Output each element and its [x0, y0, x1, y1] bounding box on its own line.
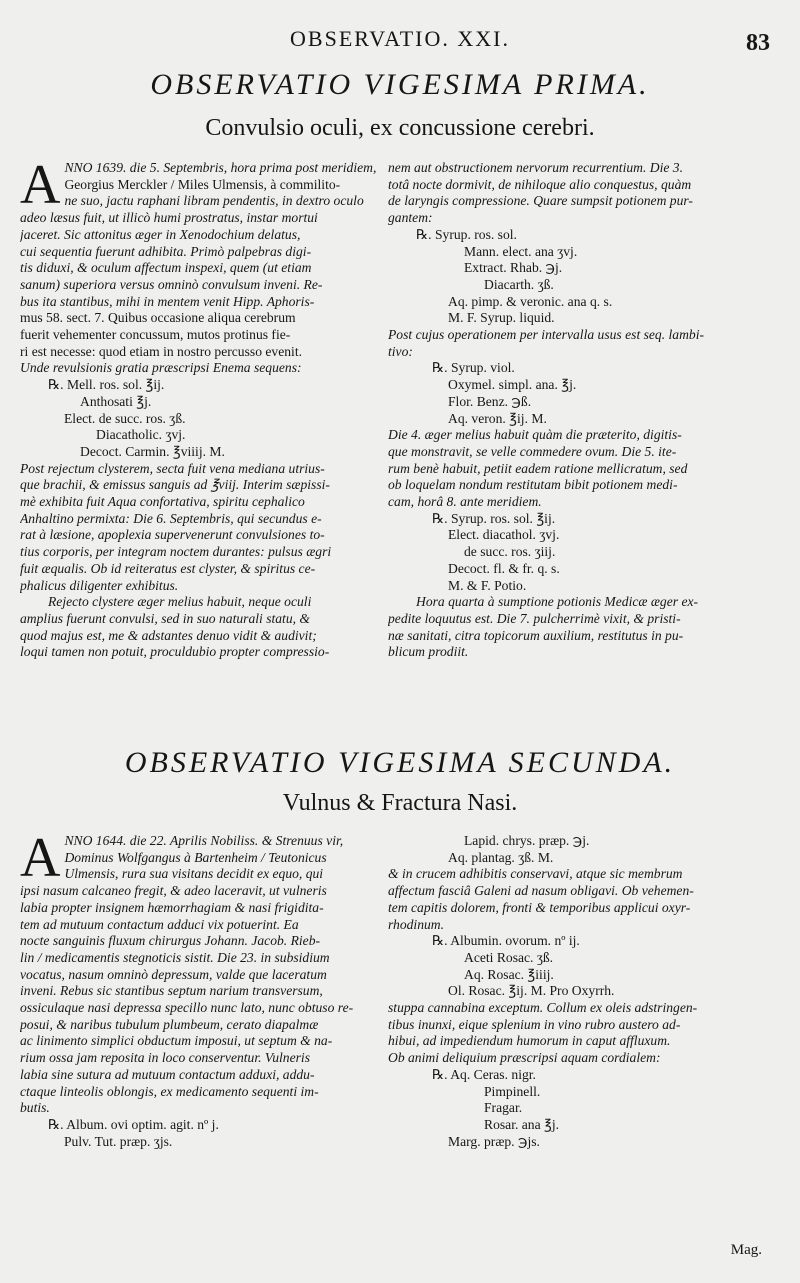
- text-line: rium ossa jam reposita in loco conserventur. Vulneris: [20, 1050, 310, 1066]
- text-line: nocte sanguinis fluxum chirurgus Johann. Jacob. Rieb-: [20, 933, 321, 949]
- text-line: tis diduxi, & oculum affectum inspexi, quem (ut etiam: [20, 260, 312, 276]
- recipe-line: Elect. de succ. ros. ʒß.: [64, 410, 186, 426]
- text-line: rhodinum.: [388, 916, 445, 932]
- text-line: labia propter insignem hæmorrhagiam & nasi frigidita-: [20, 899, 324, 915]
- text-line: Anhaltino permixta: Die 6. Septembris, qui secundus e-: [20, 510, 322, 526]
- text-line: NNO 1644. die 22. Aprilis Nobiliss. & Strenuus vir,: [64, 833, 344, 848]
- recipe-line: Lapid. chrys. præp. ℈j.: [464, 833, 590, 848]
- recipe-line: ℞. Syrup. viol.: [432, 360, 515, 376]
- running-head: OBSERVATIO. XXI.: [290, 26, 510, 51]
- observation-22-title: OBSERVATIO VIGESIMA SECUNDA.: [124, 746, 676, 779]
- text-line: & in crucem adhibitis conservavi, atque sic membrum: [388, 866, 683, 882]
- recipe-line: ℞. Albumin. ovorum. nº ij.: [432, 933, 580, 949]
- recipe-line: ℞. Aq. Ceras. nigr.: [432, 1066, 536, 1082]
- text-line: nem aut obstructionem nervorum recurrentium. Die 3.: [388, 160, 683, 175]
- text-line: pedite loquutus est. Die 7. pulcherrimè vixit, & pristi-: [388, 610, 681, 626]
- text-line: rum benè habuit, petiit eadem ratione mellicratum, sed: [388, 460, 688, 476]
- text-line: ossiculaque nasi depressa specillo nunc lato, nunc obtuso re-: [20, 1000, 354, 1016]
- text-line: ne suo, jactu raphani libram pendentis, in dextro oculo: [64, 193, 364, 209]
- recipe-line: Rosar. ana ℥j.: [484, 1116, 560, 1132]
- text-line: que brachii, & emissus sanguis ad ℥viij. Interim sæpissi-: [20, 477, 330, 493]
- text-line: quod majus est, me & adstantes denuo vidit & audivit;: [20, 627, 317, 643]
- observation-22-right-column: [388, 833, 768, 1150]
- text-line: næ sanitati, citra topicorum auxilium, restitutus in pu-: [388, 627, 684, 643]
- recipe-line: Aceti Rosac. ʒß.: [464, 949, 554, 965]
- text-line: mè exhibita fuit Aqua confortativa, spiritu cephalico: [20, 494, 305, 510]
- text-line: Post rejectum clysterem, secta fuit vena mediana utrius-: [20, 460, 325, 476]
- text-line: butis.: [20, 1100, 50, 1116]
- text-line: Post cujus operationem per intervalla usus est seq. lambi-: [388, 327, 705, 343]
- text-line: stuppa cannabina exceptum. Collum ex oleis adstringen-: [388, 1000, 698, 1016]
- recipe-line: Oxymel. simpl. ana. ℥j.: [448, 377, 577, 393]
- text-line: Dominus Wolfgangus à Bartenheim / Teutonicus: [64, 849, 327, 865]
- text-line: Ulmensis, rura sua visitans decidit ex equo, qui: [64, 866, 324, 882]
- text-line: fuerit vehementer concussum, mutos protinus fie-: [20, 327, 291, 343]
- text-line: adeo læsus fuit, ut illicò humi prostratus, instar mortui: [20, 210, 318, 226]
- text-line: Rejecto clystere æger melius habuit, neque oculi: [48, 594, 312, 610]
- text-line: bus ita stantibus, mihi in mentem venit Hipp. Aphoris-: [20, 293, 315, 309]
- text-line: Die 4. æger melius habuit quàm die præterito, digitis-: [388, 427, 682, 443]
- observation-21-title: OBSERVATIO VIGESIMA PRIMA.: [150, 68, 650, 101]
- text-line: cui sequentia fuerunt adhibita. Primò palpebras digi-: [20, 243, 312, 259]
- recipe-line: Ol. Rosac. ℥ij. M. Pro Oxyrrh.: [448, 983, 615, 999]
- text-line: ipsi nasum calcaneo fregit, & adeo laceravit, ut vulneris: [20, 883, 327, 899]
- text-line: gantem:: [388, 210, 433, 226]
- drop-cap-a: A: [20, 154, 61, 216]
- text-line: amplius fuerunt convulsi, sed in suo naturali statu, &: [20, 610, 311, 626]
- text-line: jaceret. Sic attonitus æger in Xenodochium delatus,: [20, 226, 301, 242]
- recipe-line: Aq. plantag. ʒß. M.: [448, 849, 554, 865]
- recipe-line: de succ. ros. ʒiij.: [464, 544, 556, 560]
- text-line: NNO 1639. die 5. Septembris, hora prima post meridiem,: [64, 160, 377, 175]
- text-line: loqui tamen non potuit, proculdubio propter compressio-: [20, 644, 330, 660]
- text-line: labia sine sutura ad mutuum contactum adduxi, addu-: [20, 1066, 315, 1082]
- text-line: tius corporis, per integram noctem durantes: pulsus ægri: [20, 544, 332, 560]
- recipe-line: Anthosati ℥j.: [80, 393, 152, 409]
- text-line: Unde revulsionis gratia præscripsi Enema sequens:: [20, 360, 302, 376]
- text-line: inveni. Rebus sic stantibus septum narium transversum,: [20, 983, 323, 999]
- text-line: rat à læsione, apoplexia supervenerunt convulsiones to-: [20, 527, 325, 543]
- text-line: vocatus, nasum omninò depressum, valde que laceratum: [20, 966, 327, 982]
- recipe-line: Fragar.: [484, 1100, 523, 1116]
- text-line: cam, horâ 8. ante meridiem.: [388, 494, 542, 510]
- recipe-line: Decoct. fl. & fr. q. s.: [448, 560, 560, 576]
- recipe-line: Decoct. Carmin. ℥viiij. M.: [80, 443, 225, 459]
- text-line: blicum prodiit.: [388, 644, 469, 660]
- page-number: 83: [746, 30, 770, 56]
- recipe-line: Pimpinell.: [484, 1083, 541, 1099]
- text-line: fuit æqualis. Ob id reiteratus est clyster, & spiritus ce-: [20, 560, 316, 576]
- text-line: que monstravit, se velle commedere ovum. Die 5. ite-: [388, 443, 677, 459]
- observation-21-subtitle: Convulsio oculi, ex concussione cerebri.: [205, 115, 595, 141]
- text-line: Hora quarta à sumptione potionis Medicæ æger ex-: [416, 594, 699, 610]
- text-line: Ob animi deliquium præscripsi aquam cordialem:: [388, 1050, 661, 1066]
- observation-21-right-column: [388, 160, 768, 661]
- text-line: tibus inunxi, eique splenium in vino rubro austero ad-: [388, 1016, 681, 1032]
- recipe-line: Flor. Benz. ℈ß.: [448, 393, 532, 409]
- recipe-line: ℞. Syrup. ros. sol. ℥ij.: [432, 510, 556, 526]
- recipe-line: M. & F. Potio.: [448, 577, 527, 593]
- text-line: totâ nocte dormivit, de nihiloque alio conquestus, quàm: [388, 176, 692, 192]
- text-line: tivo:: [388, 343, 413, 359]
- recipe-line: ℞. Album. ovi optim. agit. nº j.: [48, 1116, 219, 1132]
- text-line: tem capitis dolorem, fronti & temporibus applicui oxyr-: [388, 899, 691, 915]
- recipe-line: Mann. elect. ana ʒvj.: [464, 243, 578, 259]
- recipe-line: Aq. veron. ℥ij. M.: [448, 410, 547, 426]
- text-line: hibui, ad impediendum humorum in caput affluxum.: [388, 1033, 671, 1049]
- text-line: sanum) superiora versus omninò convulsum inveni. Re-: [20, 276, 323, 292]
- observation-22-left-column: [20, 827, 380, 1150]
- recipe-line: Diacatholic. ʒvj.: [96, 427, 186, 443]
- recipe-line: M. F. Syrup. liquid.: [448, 310, 555, 326]
- recipe-line: ℞. Syrup. ros. sol.: [416, 226, 517, 242]
- text-line: ctaque linteolis oblongis, ex medicamento sequenti im-: [20, 1083, 319, 1099]
- text-line: lin / medicamentis stegnoticis sistit. Die 23. in subsidium: [20, 949, 330, 965]
- recipe-line: Extract. Rhab. ℈j.: [464, 260, 563, 276]
- recipe-line: Aq. pimp. & veronic. ana q. s.: [448, 293, 613, 309]
- observation-21-left-column: [20, 154, 380, 661]
- text-line: ob loquelam nondum restitutam bibit potionem medi-: [388, 477, 678, 493]
- text-line: de laryngis compressione. Quare sumpsit potionem pur-: [388, 193, 693, 209]
- catchword: Mag.: [730, 1242, 762, 1258]
- text-line: phalicus diligenter exhibitus.: [20, 577, 179, 593]
- text-line: mus 58. sect. 7. Quibus occasione aliqua cerebrum: [20, 310, 296, 326]
- recipe-line: Aq. Rosac. ℥iiij.: [464, 966, 554, 982]
- text-line: Georgius Merckler / Miles Ulmensis, à commilito-: [64, 176, 341, 192]
- recipe-line: Diacarth. ʒß.: [484, 276, 554, 292]
- recipe-line: ℞. Mell. ros. sol. ℥ij.: [48, 377, 165, 393]
- text-line: posui, & naribus tubulum plumbeum, cerato diapalmæ: [20, 1016, 319, 1032]
- text-line: ac linimento simplici obductum imposui, ut septum & na-: [20, 1033, 333, 1049]
- text-line: affectum fasciâ Galeni ad nasum obligavi. Ob vehemen-: [388, 883, 694, 899]
- text-line: ri est necesse: quod etiam in nostro percusso evenit.: [20, 343, 302, 359]
- recipe-line: Pulv. Tut. præp. ʒjs.: [64, 1133, 173, 1149]
- drop-cap-a: A: [20, 827, 61, 889]
- text-line: tem ad mutuum contactum adduci vix potuerint. Ea: [20, 916, 299, 932]
- recipe-line: Marg. præp. ℈js.: [448, 1133, 540, 1149]
- observation-22-subtitle: Vulnus & Fractura Nasi.: [282, 790, 518, 816]
- recipe-line: Elect. diacathol. ʒvj.: [448, 527, 560, 543]
